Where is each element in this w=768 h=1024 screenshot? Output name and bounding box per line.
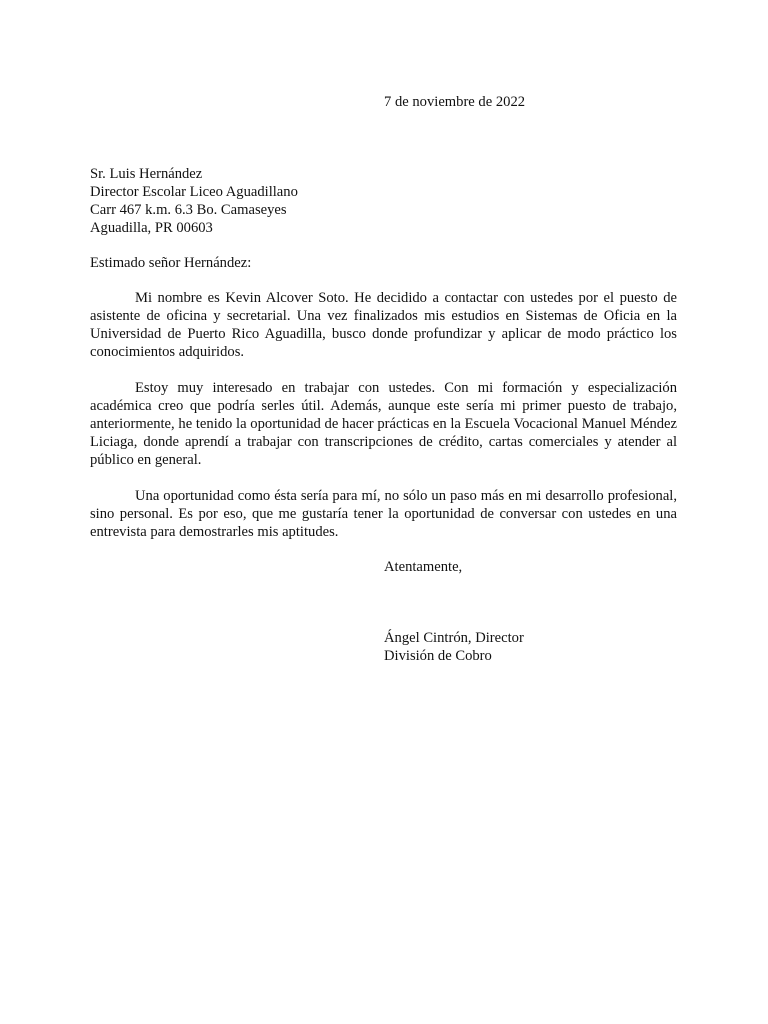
body-paragraph-1: Mi nombre es Kevin Alcover Soto. He decidido a contactar con ustedes por el puesto de asistente de oficina y secretarial. Una vez finalizados mis estudios en Sistemas de Oficia en la Universidad de Puerto Rico Aguadilla, busco donde profundizar y aplicar de modo práctico los conocimientos adquiridos. xyxy=(90,290,677,360)
recipient-address-line2: Aguadilla, PR 00603 xyxy=(90,220,213,236)
body-paragraph-2: Estoy muy interesado en trabajar con ustedes. Con mi formación y especialización académica creo que podría serles útil. Además, aunque este sería mi primer puesto de trabajo, anteriormente, he tenido la oportunidad de hacer prácticas en la Escuela Vocacional Manuel Méndez Liciaga, donde aprendí a trabajar con transcripciones de crédito, cartas comerciales y atender al público en general. xyxy=(90,380,677,468)
salutation: Estimado señor Hernández: xyxy=(90,255,252,271)
signature-block xyxy=(384,629,524,665)
recipient-address-line1: Carr 467 k.m. 6.3 Bo. Camaseyes xyxy=(90,202,287,218)
recipient-title: Director Escolar Liceo Aguadillano xyxy=(90,184,298,200)
closing: Atentamente, xyxy=(384,559,463,575)
body-paragraph-3: Una oportunidad como ésta sería para mí, no sólo un paso más en mi desarrollo profesional, sino personal. Es por eso, que me gustaría tener la oportunidad de conversar con ustedes en una entrevista para demostrarles mis aptitudes. xyxy=(90,488,677,540)
letter-date: 7 de noviembre de 2022 xyxy=(384,94,526,110)
recipient-address-block xyxy=(90,165,680,237)
signature-department: División de Cobro xyxy=(384,648,492,664)
letter-body xyxy=(90,289,677,559)
signature-name-title: Ángel Cintrón, Director xyxy=(384,630,524,646)
recipient-name: Sr. Luis Hernández xyxy=(90,166,203,182)
